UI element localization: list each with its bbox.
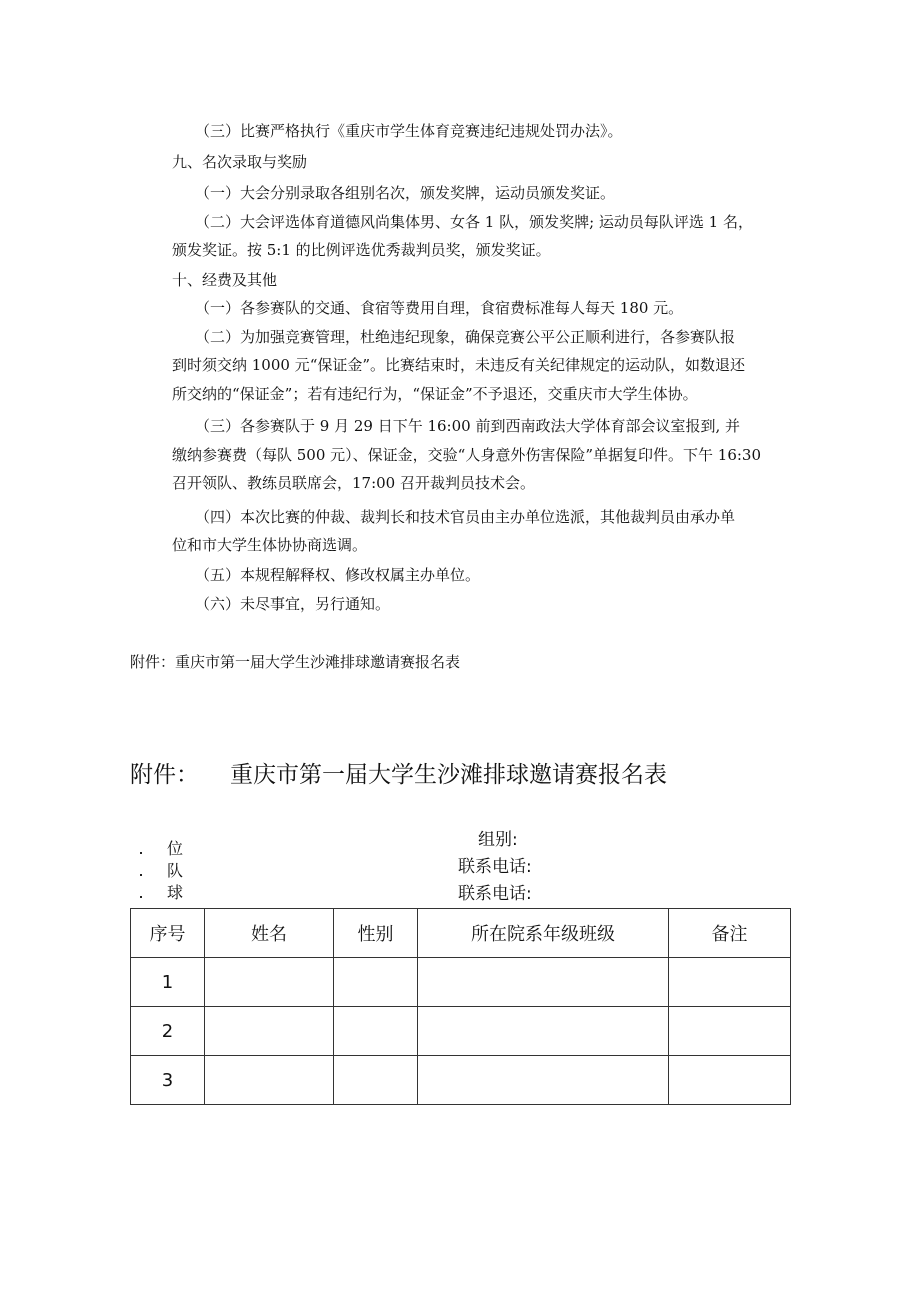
clause-10-1: （一）各参赛队的交通、食宿等费用自理，食宿费标准每人每天 180 元。: [195, 299, 684, 317]
clause-10-2: （二）为加强竞赛管理，杜绝违纪现象，确保竞赛公平公正顺利进行，各参赛队报: [195, 328, 736, 346]
cell-gender: [334, 1007, 418, 1056]
header-department: 所在院系年级班级: [418, 909, 669, 958]
section-heading-10: 十、经费及其他: [172, 271, 278, 289]
phone-field-label: 联系电话:: [458, 884, 532, 904]
clause-10-3: （三）各参赛队于 9 月 29 日下午 16:00 前到西南政法大学体育部会议室报到, 并: [195, 417, 741, 435]
table-header-row: [131, 909, 791, 958]
header-index: 序号: [131, 909, 205, 958]
fragment-text: 队: [167, 861, 184, 880]
clause-10-6: （六）未尽事宜，另行通知。: [195, 595, 391, 613]
clause-9-3: （三）比赛严格执行《重庆市学生体育竞赛违纪违规处罚办法》。: [195, 122, 623, 140]
attachment-label: 附件：: [130, 762, 199, 788]
clause-9-2-cont: 颁发奖证。按 5:1 的比例评选优秀裁判员奖，颁发奖证。: [172, 241, 551, 259]
clause-10-3-cont: 缴纳参赛费（每队 500 元）、保证金，交验“人身意外伤害保险”单据复印件。下午 16:30: [172, 446, 762, 464]
cell-name: [205, 1007, 334, 1056]
clause-10-5: （五）本规程解释权、修改权属主办单位。: [195, 566, 481, 584]
registration-table: [130, 908, 791, 1105]
header-gender: 性别: [334, 909, 418, 958]
cell-name: [205, 1056, 334, 1105]
header-notes: 备注: [669, 909, 791, 958]
section-heading-9: 九、名次录取与奖励: [172, 153, 308, 171]
phone-field-label: 联系电话:: [458, 857, 532, 877]
fragment-text: 球: [167, 883, 184, 902]
clause-10-2-cont: 所交纳的“保证金”；若有违纪行为，“保证金”不予退还，交重庆市大学生体协。: [172, 385, 698, 403]
row-index: 3: [131, 1056, 205, 1105]
clause-10-2-cont: 到时须交纳 1000 元“保证金”。比赛结束时，未违反有关纪律规定的运动队，如数退还: [172, 356, 746, 374]
clause-9-2: （二）大会评选体育道德风尚集体男、女各 1 队，颁发奖牌; 运动员每队评选 1 名，: [195, 213, 753, 231]
fragment-text: 位: [167, 839, 184, 858]
cell-department: [418, 1056, 669, 1105]
cell-gender: [334, 958, 418, 1007]
row-index: 2: [131, 1007, 205, 1056]
attachment-title-row: [130, 760, 667, 790]
cell-name: [205, 958, 334, 1007]
fragment-dot: [140, 852, 142, 854]
clause-10-3-cont: 召开领队、教练员联席会，17:00 召开裁判员技术会。: [172, 474, 535, 492]
attachment-title: 重庆市第一届大学生沙滩排球邀请赛报名表: [230, 762, 667, 788]
cell-notes: [669, 1007, 791, 1056]
table-row: [131, 1056, 791, 1105]
group-field-label: 组别:: [478, 830, 518, 850]
cell-gender: [334, 1056, 418, 1105]
cell-notes: [669, 1056, 791, 1105]
cell-department: [418, 958, 669, 1007]
table-row: [131, 958, 791, 1007]
clause-10-4-cont: 位和市大学生体协协商选调。: [172, 536, 368, 554]
cell-notes: [669, 958, 791, 1007]
header-name: 姓名: [205, 909, 334, 958]
clause-9-1: （一）大会分别录取各组别名次，颁发奖牌，运动员颁发奖证。: [195, 184, 616, 202]
clause-10-4: （四）本次比赛的仲裁、裁判长和技术官员由主办单位选派，其他裁判员由承办单: [195, 508, 736, 526]
table-row: [131, 1007, 791, 1056]
attachment-note: 附件：重庆市第一届大学生沙滩排球邀请赛报名表: [130, 653, 461, 671]
cell-department: [418, 1007, 669, 1056]
row-index: 1: [131, 958, 205, 1007]
fragment-dot: [140, 874, 142, 876]
fragment-dot: [140, 896, 142, 898]
